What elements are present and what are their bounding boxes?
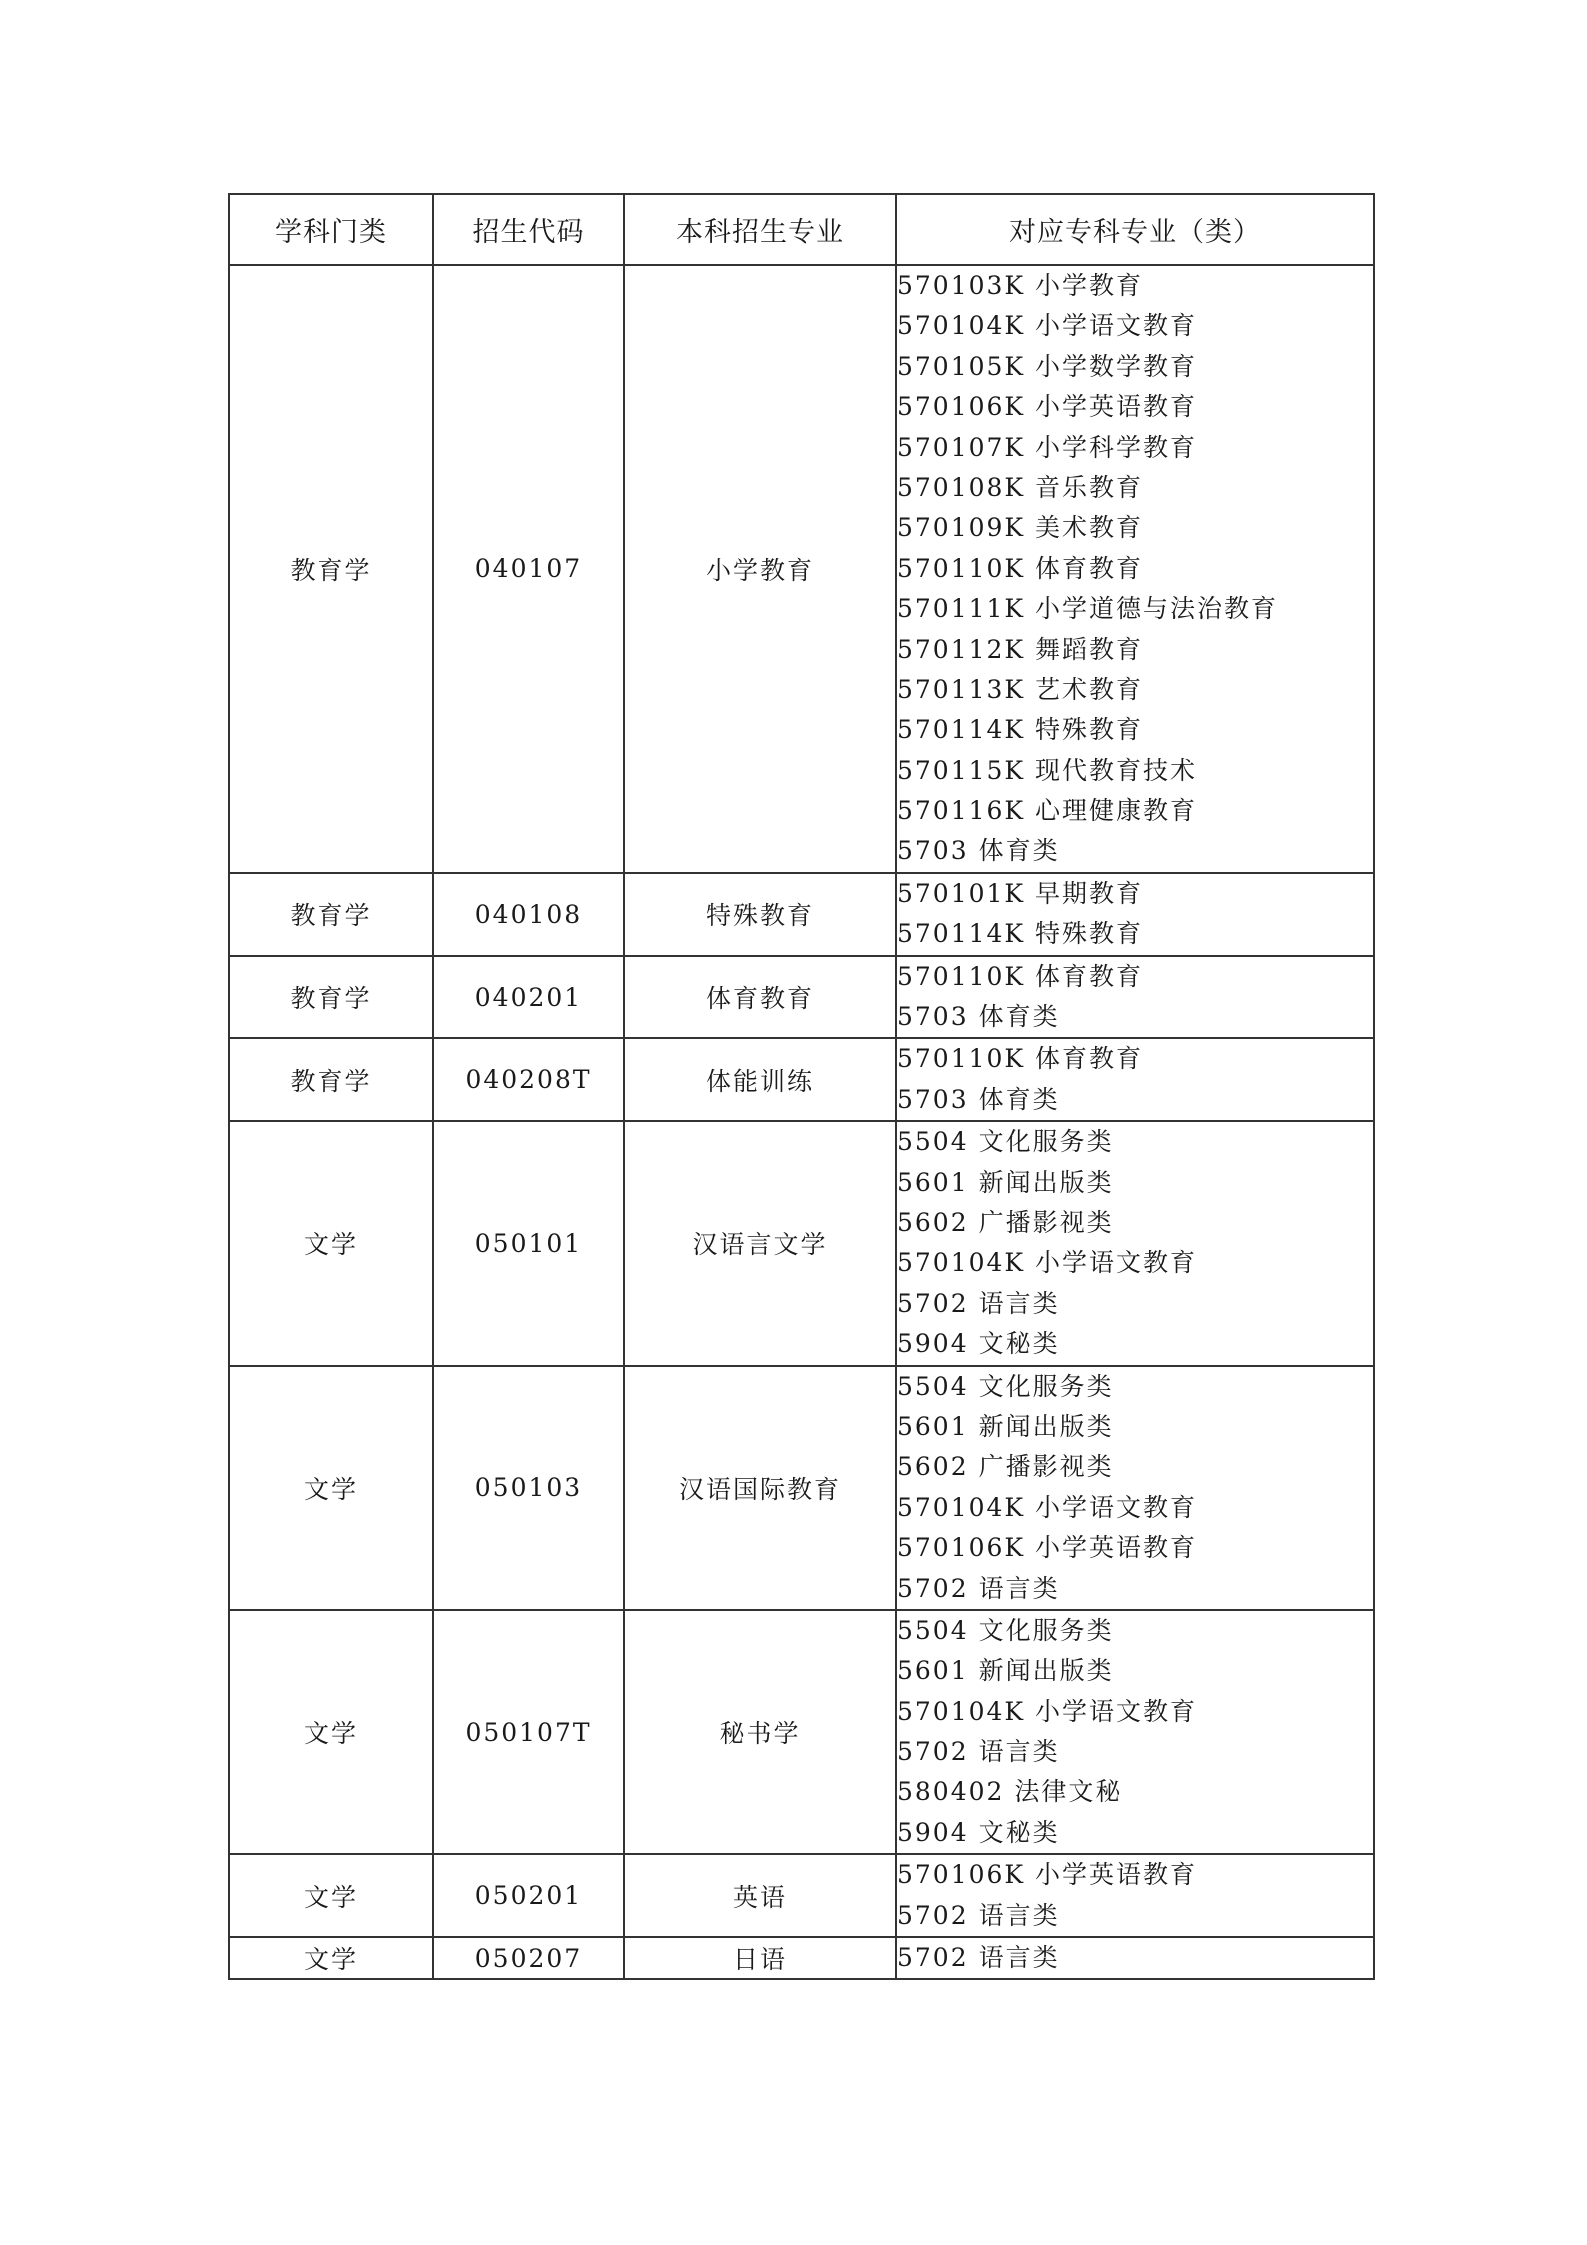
counterpart-item: 570104K 小学语文教育 bbox=[897, 1696, 1198, 1726]
counterpart-item: 570114K 特殊教育 bbox=[897, 919, 1144, 949]
counterpart-item: 570106K 小学英语教育 bbox=[897, 1533, 1198, 1563]
counterpart-item: 5602 广播影视类 bbox=[897, 1452, 1114, 1482]
table-row bbox=[229, 1366, 1374, 1610]
category-cell: 文学 bbox=[229, 1937, 433, 1979]
counterpart-item: 570112K 舞蹈教育 bbox=[897, 634, 1144, 664]
table-row bbox=[229, 1854, 1374, 1937]
counterpart-item: 580402 法律文秘 bbox=[897, 1777, 1123, 1807]
counterpart-item: 570104K 小学语文教育 bbox=[897, 1492, 1198, 1522]
counterpart-cell bbox=[896, 1366, 1374, 1610]
counterpart-item: 570116K 心理健康教育 bbox=[897, 796, 1198, 826]
table-row bbox=[229, 1610, 1374, 1854]
counterpart-item: 570105K 小学数学教育 bbox=[897, 351, 1198, 381]
major-cell: 体能训练 bbox=[624, 1038, 896, 1121]
counterpart-item: 5702 语言类 bbox=[897, 1900, 1060, 1930]
counterpart-item: 5703 体育类 bbox=[897, 1002, 1060, 1032]
major-cell: 英语 bbox=[624, 1854, 896, 1937]
counterpart-item: 5602 广播影视类 bbox=[897, 1207, 1114, 1237]
code-cell: 050207 bbox=[433, 1937, 624, 1979]
code-cell: 050101 bbox=[433, 1121, 624, 1365]
counterpart-item: 570103K 小学教育 bbox=[897, 271, 1144, 300]
counterpart-cell bbox=[896, 1854, 1374, 1937]
counterpart-item: 5601 新闻出版类 bbox=[897, 1656, 1114, 1686]
counterpart-item: 5601 新闻出版类 bbox=[897, 1411, 1114, 1441]
header-major: 本科招生专业 bbox=[624, 194, 896, 265]
counterpart-item: 570109K 美术教育 bbox=[897, 513, 1144, 543]
counterpart-cell bbox=[896, 265, 1374, 873]
code-cell: 040208T bbox=[433, 1038, 624, 1121]
counterpart-item: 5703 体育类 bbox=[897, 836, 1060, 866]
counterpart-item: 5601 新闻出版类 bbox=[897, 1167, 1114, 1197]
category-cell: 教育学 bbox=[229, 265, 433, 873]
category-cell: 教育学 bbox=[229, 956, 433, 1039]
counterpart-item: 5702 语言类 bbox=[897, 1943, 1060, 1973]
counterpart-item: 5904 文秘类 bbox=[897, 1817, 1060, 1847]
counterpart-item: 5504 文化服务类 bbox=[897, 1615, 1114, 1645]
table-row bbox=[229, 1937, 1374, 1979]
major-cell: 日语 bbox=[624, 1937, 896, 1979]
counterpart-item: 5702 语言类 bbox=[897, 1573, 1060, 1603]
code-cell: 050103 bbox=[433, 1366, 624, 1610]
counterpart-item: 570108K 音乐教育 bbox=[897, 472, 1144, 502]
table-row bbox=[229, 873, 1374, 956]
header-code: 招生代码 bbox=[433, 194, 624, 265]
table-row bbox=[229, 1121, 1374, 1365]
counterpart-cell bbox=[896, 1610, 1374, 1854]
counterpart-item: 570110K 体育教育 bbox=[897, 961, 1144, 991]
counterpart-item: 5703 体育类 bbox=[897, 1084, 1060, 1114]
category-cell: 文学 bbox=[229, 1610, 433, 1854]
category-cell: 教育学 bbox=[229, 1038, 433, 1121]
counterpart-item: 570104K 小学语文教育 bbox=[897, 311, 1198, 341]
table-row bbox=[229, 956, 1374, 1039]
counterpart-item: 570111K 小学道德与法治教育 bbox=[897, 594, 1279, 624]
category-cell: 文学 bbox=[229, 1366, 433, 1610]
major-cell: 汉语国际教育 bbox=[624, 1366, 896, 1610]
counterpart-item: 570106K 小学英语教育 bbox=[897, 1860, 1198, 1890]
counterpart-item: 570101K 早期教育 bbox=[897, 878, 1144, 908]
counterpart-cell bbox=[896, 1038, 1374, 1121]
header-category: 学科门类 bbox=[229, 194, 433, 265]
table-row bbox=[229, 1038, 1374, 1121]
counterpart-item: 570115K 现代教育技术 bbox=[897, 755, 1198, 785]
major-cell: 小学教育 bbox=[624, 265, 896, 873]
header-row bbox=[229, 194, 1374, 265]
major-cell: 汉语言文学 bbox=[624, 1121, 896, 1365]
counterpart-item: 570107K 小学科学教育 bbox=[897, 432, 1198, 462]
major-cell: 体育教育 bbox=[624, 956, 896, 1039]
counterpart-item: 5504 文化服务类 bbox=[897, 1371, 1114, 1401]
counterpart-item: 5504 文化服务类 bbox=[897, 1127, 1114, 1157]
counterpart-cell bbox=[896, 1937, 1374, 1979]
code-cell: 040108 bbox=[433, 873, 624, 956]
counterpart-item: 570114K 特殊教育 bbox=[897, 715, 1144, 745]
counterpart-item: 570110K 体育教育 bbox=[897, 553, 1144, 583]
major-cell: 秘书学 bbox=[624, 1610, 896, 1854]
counterpart-item: 570113K 艺术教育 bbox=[897, 674, 1144, 704]
counterpart-cell bbox=[896, 1121, 1374, 1365]
table-body bbox=[229, 265, 1374, 1979]
counterpart-cell bbox=[896, 956, 1374, 1039]
category-cell: 文学 bbox=[229, 1854, 433, 1937]
header-counterpart: 对应专科专业（类） bbox=[896, 194, 1374, 265]
code-cell: 040201 bbox=[433, 956, 624, 1039]
counterpart-item: 570110K 体育教育 bbox=[897, 1044, 1144, 1074]
counterpart-item: 5702 语言类 bbox=[897, 1737, 1060, 1767]
majors-table bbox=[228, 193, 1375, 1980]
category-cell: 文学 bbox=[229, 1121, 433, 1365]
counterpart-item: 570106K 小学英语教育 bbox=[897, 392, 1198, 422]
major-cell: 特殊教育 bbox=[624, 873, 896, 956]
code-cell: 050107T bbox=[433, 1610, 624, 1854]
category-cell: 教育学 bbox=[229, 873, 433, 956]
code-cell: 050201 bbox=[433, 1854, 624, 1937]
counterpart-item: 5702 语言类 bbox=[897, 1288, 1060, 1318]
code-cell: 040107 bbox=[433, 265, 624, 873]
counterpart-item: 5904 文秘类 bbox=[897, 1329, 1060, 1359]
counterpart-item: 570104K 小学语文教育 bbox=[897, 1248, 1198, 1278]
counterpart-cell bbox=[896, 873, 1374, 956]
table-row bbox=[229, 265, 1374, 873]
